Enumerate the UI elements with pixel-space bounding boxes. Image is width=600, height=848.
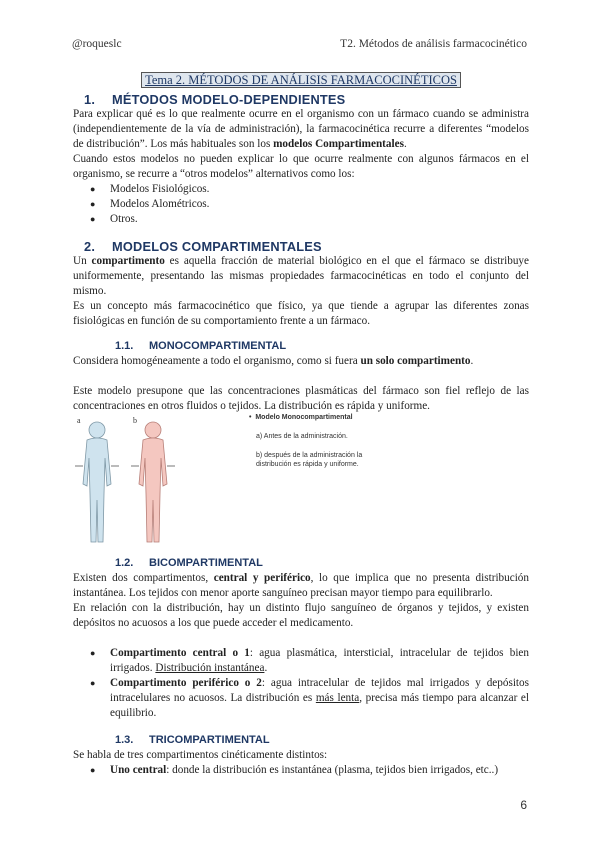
list-item: ● Compartimento periférico o 2: agua intracelular de tejidos mal irrigados y depósitos intracelulares no acuosos. La distribución es más lenta, precisa más tiempo para alcanzar el equilibrio. [90,677,529,719]
section-1-heading: 1. MÉTODOS MODELO-DEPENDIENTES [84,92,346,107]
list-item: ● Modelos Fisiológicos. [90,183,210,195]
figure-b-body [139,422,167,542]
human-body-illustration [73,414,233,554]
sec1-paragraph-2: Cuando estos modelos no pueden explicar lo que ocurre realmente con algunos fármacos en el organismo, se recurre a “otros modelos” alternativos como los: [73,153,529,180]
monocompartment-figure [73,414,529,554]
sub2-paragraph-2: En relación con la distribución, hay un distinto flujo sanguíneo de órganos y tejidos, y existen depósitos no acuosos a los que puede acceder el medicamento. [73,602,529,629]
page-number: 6 [520,798,527,812]
subsection-1-2-heading: 1.2. BICOMPARTIMENTAL [115,557,263,569]
sec1-model-list [73,182,529,227]
sub2-compartment-list [73,646,529,721]
header-doc-title: T2. Métodos de análisis farmacocinético [340,38,527,50]
list-item: ● Otros. [90,213,138,225]
list-item: ● Compartimento central o 1: agua plasmática, intersticial, intracelular de tejidos bien irrigados. Distribución instantánea. [90,647,529,674]
sub1-paragraph-2: Este modelo presupone que las concentraciones plasmáticas del fármaco son fiel reflejo de las concentraciones en otros fluidos o tejidos. La distribución es rápida y uniforme. [73,385,529,412]
sub1-paragraph-1: Considera homogéneamente a todo el organismo, como si fuera un solo compartimento. [73,355,474,367]
list-item: ● Uno central: donde la distribución es instantánea (plasma, tejidos bien irrigados, etc..) [90,764,499,776]
figure-a-body [83,422,111,542]
header-author: @roqueslc [72,38,122,50]
page-content [73,73,529,778]
sub3-paragraph-1: Se habla de tres compartimentos cinéticamente distintos: [73,749,328,761]
figure-label-a: a [77,416,81,425]
sec1-paragraph-1: Para explicar qué es lo que realmente ocurre en el organismo con un fármaco cuando se administra (independientemente de la vía de administración), la farmacocinética recurre a diferentes “modelos de distribución”. Los más habituales son los modelos Compartimentales. [73,108,529,150]
figure-title: • Modelo Monocompartimental [249,414,353,421]
list-item: ● Modelos Alométricos. [90,198,210,210]
sub2-paragraph-1: Existen dos compartimentos, central y periférico, lo que implica que no presenta distribución instantánea. Los tejidos con menor aporte sanguíneo precisan mayor tiempo para equilibrarlo. [73,572,529,599]
figure-label-b: b [133,416,137,425]
figure-caption-b: b) después de la administración la distribución es rápida y uniforme. [256,452,363,468]
sub3-compartment-list [73,763,529,778]
sec2-paragraph-1: Un compartimento es aquella fracción de material biológico en el que el fármaco se distribuye uniformemente, presentando las mismas propiedades farmacocinéticas en todo el conjunto del mismo. [73,255,529,297]
subsection-1-3-heading: 1.3. TRICOMPARTIMENTAL [115,734,270,746]
figure-caption-a: a) Antes de la administración. [256,433,348,440]
subsection-1-1-heading: 1.1. MONOCOMPARTIMENTAL [115,340,287,352]
sec2-paragraph-2: Es un concepto más farmacocinético que físico, ya que tiende a agrupar las diferentes zonas fisiológicas en función de su comportamiento frente a un fármaco. [73,300,529,327]
section-2-heading: 2. MODELOS COMPARTIMENTALES [84,239,322,254]
document-title: Tema 2. MÉTODOS DE ANÁLISIS FARMACOCINÉTICOS [73,73,529,88]
